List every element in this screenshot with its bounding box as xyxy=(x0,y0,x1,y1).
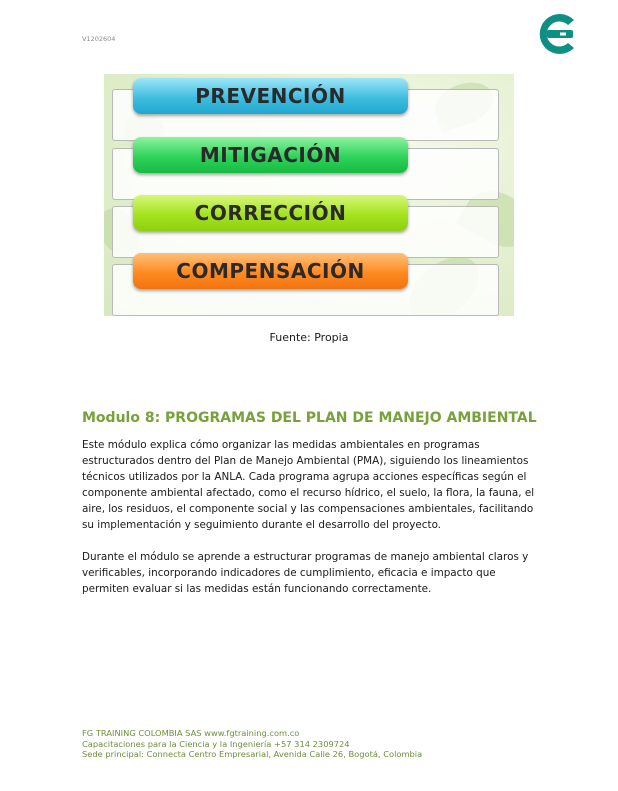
measure-row-correccion xyxy=(104,198,514,256)
footer-company-line: FG TRAINING COLOMBIA SAS www.fgtraining.com.co xyxy=(82,728,300,738)
measure-label-compensacion: COMPENSACIÓN xyxy=(133,253,408,289)
document-version: V1202604 xyxy=(82,35,116,43)
measure-row-mitigacion xyxy=(104,140,514,198)
footer-address-line: Sede principal: Connecta Centro Empresarial, Avenida Calle 26, Bogotá, Colombia xyxy=(82,749,423,759)
footer-services-line: Capacitaciones para la Ciencia y la Ingeniería +57 314 2309724 xyxy=(82,738,350,749)
measure-row-compensacion xyxy=(104,256,514,314)
section-title: Modulo 8: PROGRAMAS DEL PLAN DE MANEJO AMBIENTAL xyxy=(82,410,537,426)
section-paragraph-2: Durante el módulo se aprende a estructurar programas de manejo ambiental claros y verificables, incorporando indicadores de cumplimiento, eficacia e impacto que permiten evaluar si las medidas están funcionando correctamente. xyxy=(82,551,529,595)
measure-label-correccion: CORRECCIÓN xyxy=(133,195,408,231)
figure-caption: Fuente: Propia xyxy=(269,331,349,344)
section-paragraph-1: Este módulo explica cómo organizar las medidas ambientales en programas estructurados dentro del Plan de Manejo Ambiental (PMA), siguiendo los lineamientos técnicos utilizados por la ANLA. Cada programa agrupa acciones específicas según el componente ambiental afectado, como el recurso hídrico, el suelo, la flora, la fauna, el aire, los residuos, el componente social y las compensaciones ambientales, facilitando su implementación y seguimiento durante el desarrollo del proyecto. xyxy=(82,439,535,531)
measure-label-prevencion: PREVENCIÓN xyxy=(133,78,408,114)
company-logo-icon xyxy=(530,12,580,56)
measure-label-mitigacion: MITIGACIÓN xyxy=(133,137,408,173)
measure-row-prevencion xyxy=(104,81,514,139)
measures-hierarchy-figure xyxy=(104,74,514,316)
page-footer xyxy=(82,728,422,760)
